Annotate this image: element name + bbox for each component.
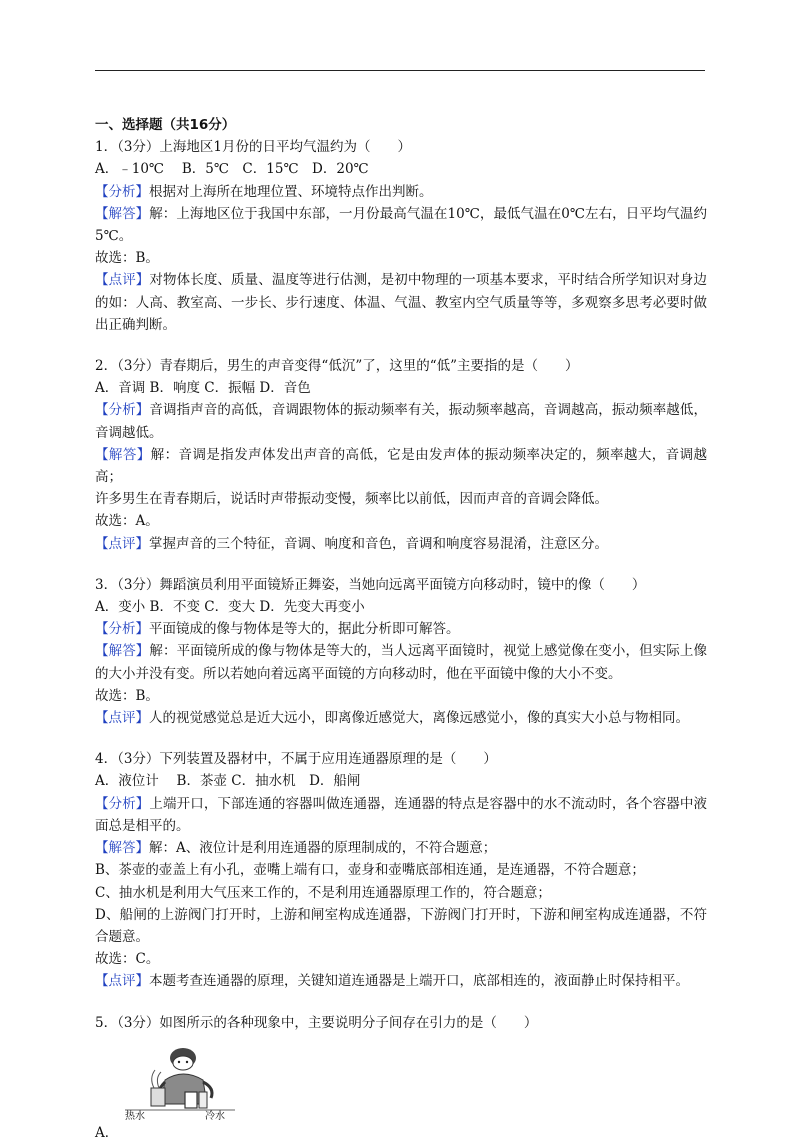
- question-options: A．音调 B．响度 C．振幅 D．音色: [95, 380, 311, 397]
- figure-label-cold-water: 冷水: [205, 1110, 225, 1122]
- question-3: [95, 574, 707, 729]
- answer-text: 解：音调是指发声体发出声音的高低，它是由发声体的振动频率决定的，频率越大，音调越高；: [95, 446, 708, 486]
- answer-text: 解：平面镜所成的像与物体是等大的，当人远离平面镜时，视觉上感觉像在变小，但实际上像的大小并没有变。所以若她向着远离平面镜的方向移动时，他在平面镜中像的大小不变。: [95, 643, 708, 682]
- question-stem: 3．（3分）舞蹈演员利用平面镜矫正舞姿，当她向远离平面镜方向移动时，镜中的像（ ）: [95, 576, 646, 593]
- question-options: A．﹣10℃ B．5℃ C．15℃ D．20℃: [95, 161, 369, 178]
- answer-tag: 【解答】: [95, 840, 149, 857]
- answer-block: [95, 444, 707, 488]
- analysis-block: [95, 793, 707, 837]
- question-stem: 5．（3分）如图所示的各种现象中，主要说明分子间存在引力的是（ ）: [95, 1014, 538, 1031]
- question-stem: 1．（3分）上海地区1月份的日平均气温约为（ ）: [95, 139, 412, 156]
- question-options: A．液位计 B．茶壶 C．抽水机 D．船闸: [95, 773, 361, 790]
- analysis-tag: 【分析】: [95, 621, 149, 638]
- choice-line: 故选：B。: [95, 687, 159, 704]
- comment-block: [95, 707, 707, 729]
- answer-tag: 【解答】: [95, 643, 150, 660]
- question-4: [95, 748, 707, 992]
- figure-label-hot-water: 热水: [125, 1110, 145, 1122]
- comment-text: 人的视觉感觉总是近大远小，即离像近感觉大，离像远感觉小，像的真实大小总与物相同。: [149, 710, 689, 727]
- analysis-block: [95, 399, 707, 443]
- analysis-block: [95, 618, 707, 640]
- comment-tag: 【点评】: [95, 272, 150, 289]
- question-5: [95, 1012, 707, 1144]
- diffusion-figure: [125, 1044, 235, 1122]
- answer-text: C、抽水机是利用大气压来工作的，不是利用连通器原理工作的，符合题意；: [95, 884, 551, 901]
- answer-tag: 【解答】: [95, 446, 151, 463]
- header-rule: [95, 70, 705, 71]
- choice-line: 故选：A。: [95, 513, 159, 530]
- answer-tag: 【解答】: [95, 205, 150, 222]
- section-title: 一、选择题（共16分）: [95, 117, 236, 133]
- answer-block: [95, 203, 707, 247]
- comment-text: 本题考查连通器的原理，关键知道连通器是上端开口，底部相连的，液面静止时保持相平。: [149, 973, 689, 990]
- answer-text: 解：A、液位计是利用连通器的原理制成的，不符合题意；: [149, 840, 497, 857]
- comment-block: [95, 269, 707, 336]
- comment-block: [95, 970, 707, 992]
- question-2: [95, 355, 707, 555]
- answer-text: 解：上海地区位于我国中东部，一月份最高气温在10℃，最低气温在0℃左右，日平均气温约5℃。: [95, 205, 707, 245]
- analysis-text: 根据对上海所在地理位置、环境特点作出判断。: [149, 183, 433, 200]
- question-stem: 4．（3分）下列装置及器材中，不属于应用连通器原理的是（ ）: [95, 751, 497, 768]
- comment-text: 对物体长度、质量、温度等进行估测，是初中物理的一项基本要求，平时结合所学知识对身边的如：人高、教室高、一步长、步行速度、体温、气温、教室内空气质量等等，多观察多思考必要时做出正确判断。: [95, 272, 708, 333]
- comment-tag: 【点评】: [95, 973, 149, 990]
- analysis-text: 上端开口，下部连通的容器叫做连通器，连通器的特点是容器中的水不流动时，各个容器中液面总是相平的。: [95, 795, 708, 834]
- option-a-label: A．: [95, 1124, 119, 1141]
- exam-content: [95, 114, 707, 1144]
- comment-tag: 【点评】: [95, 710, 149, 727]
- question-stem: 2．（3分）青春期后，男生的声音变得“低沉”了，这里的“低”主要指的是（ ）: [95, 358, 579, 375]
- comment-tag: 【点评】: [95, 535, 149, 552]
- analysis-text: 音调指声音的高低，音调跟物体的振动频率有关，振动频率越高，音调越高，振动频率越低，音调越低。: [95, 402, 708, 441]
- analysis-tag: 【分析】: [95, 402, 150, 419]
- analysis-tag: 【分析】: [95, 183, 149, 200]
- answer-text: D、船闸的上游阀门打开时，上游和闸室构成连通器，下游阀门打开时，下游和闸室构成连通器，不符合题意。: [95, 906, 707, 945]
- answer-block: [95, 837, 707, 859]
- question-1: [95, 136, 707, 336]
- answer-text: 许多男生在青春期后，说话时声带振动变慢，频率比以前低，因而声音的音调会降低。: [95, 491, 608, 508]
- analysis-block: [95, 181, 707, 203]
- answer-block: [95, 640, 707, 684]
- comment-block: [95, 533, 707, 555]
- choice-line: 故选：B。: [95, 250, 159, 267]
- analysis-tag: 【分析】: [95, 795, 150, 812]
- analysis-text: 平面镜成的像与物体是等大的，据此分析即可解答。: [149, 621, 460, 638]
- choice-line: 故选：C。: [95, 951, 160, 968]
- answer-text: B、茶壶的壶盖上有小孔，壶嘴上端有口，壶身和壶嘴底部相连通，是连通器，不符合题意；: [95, 862, 645, 879]
- comment-text: 掌握声音的三个特征，音调、响度和音色，音调和响度容易混淆，注意区分。: [149, 535, 608, 552]
- question-options: A．变小 B．不变 C．变大 D．先变大再变小: [95, 599, 365, 616]
